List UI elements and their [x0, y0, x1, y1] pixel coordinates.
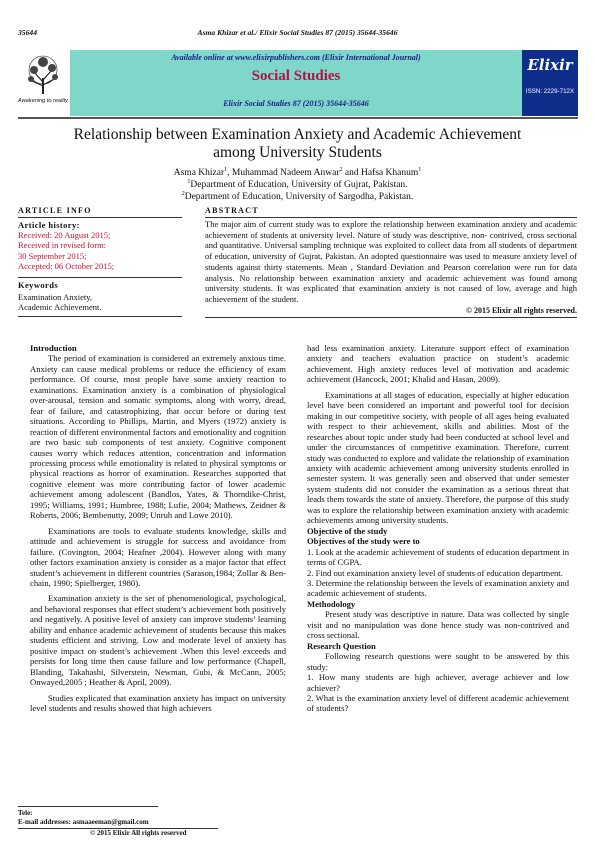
running-header: [18, 28, 577, 42]
keyword-1: Examination Anxiety,: [18, 292, 93, 303]
authors: Asma Khizar$^1$, Muhammad Nadeem Anwar$^2$ and Hafsa Khanum$^1$: [173, 167, 422, 179]
keyword-2: Academic Achievement.: [18, 302, 102, 313]
research-question-heading: Research Question: [307, 640, 376, 651]
paragraph: The period of examination is considered an extremely anxious time. Anxiety can cause medical problems or reduce the efficiency of exam performance. Of course, most people have some anxiety reaction to examinations. Examination anxiety is a combination of physiological over-arousal, tension and somatic symptoms, along with worry, dread, fear of failure, and catastrophizing, that occur before or during test situations. According to Phillips, Martin, and Myers (1972) anxiety is reaction of different environmental factors and emotionality and cognition are two basic sub components of test anxiety. Cognitive component causes worry which reduces attention, concentration and information processing process while emotionality is related to physical symptoms or physical reactions as horror of examination. Researches supported that cognitive element was more contributing factor of lower academic achievement among adolescent (Bandlos, Yates, & Thorndike-Christ, 1995; Williams, 1991; Humbree, 1988; Lufie, 2004; Mathews, Zeidner & Roberts, 2006; Bembenutty, 2009; Unruh and Lowe 2010).: [30, 353, 286, 521]
paragraph: had less examination anxiety. Literature support effect of examination anxiety and teachers evaluation practice on student’s academic achievement. High anxiety reduces level of motivation and academic achievement (Hancock, 2001; Khalid and Hasan, 2009).: [307, 343, 569, 385]
divider: [18, 316, 182, 317]
available-online: Available online at www.elixirpublishers.com (Elixir International Journal): [171, 53, 421, 62]
journal-reference: Elixir Social Studies 87 (2015) 35644-35646: [223, 99, 369, 108]
banner-divider: [18, 117, 578, 119]
elixir-logo-name: Elixir: [527, 56, 573, 74]
received-date: Received: 20 August 2015;: [18, 230, 111, 240]
journal-banner: [70, 50, 522, 116]
running-citation: Asma Khizar et al./ Elixir Social Studies 87 (2015) 35644-35646: [197, 28, 398, 37]
research-question-item: 1. How many students are high achiever, average achiever and low achiever?: [307, 672, 569, 693]
tree-logo-icon: [18, 48, 68, 116]
research-question-item: 2. What is the examination anxiety level of different academic achievement of students?: [307, 692, 569, 714]
footer-email: E-mail addresses: asmaaeeman@gmail.com: [18, 818, 149, 826]
footer-rights: © 2015 Elixir All rights reserved: [90, 829, 187, 837]
objectives-heading: Objectives of the study were to: [307, 536, 420, 547]
accepted-date: Accepted: 06 October 2015;: [18, 260, 115, 271]
paragraph: Present study was descriptive in nature. Data was collected by single visit and no manipulation was done hence study was non-contrived and cross sectional.: [307, 609, 569, 641]
paragraph: Examination anxiety is the set of phenomenological, psychological, and behavioral responses that effect student’s achievement both positively and negatively. A positive level of anxiety can improve students’ learning ability and enhance academic achievement of students because this makes students efficient and striving. Low and moderate level of anxiety has positive impact on student’s achievement .When this level exceeds and persists for long time then cause failure and low performance (Chapell, Blanding, Takahashi, Silverstein, Newman, Gubi, & McCann, 2005; Onwayed,2005 ; Heather & April, 2009).: [30, 593, 286, 688]
methodology-heading: Methodology: [307, 598, 356, 609]
abstract: [205, 206, 577, 318]
intro-heading: Introduction: [30, 343, 77, 353]
paragraph: Studies explicated that examination anxiety has impact on university level students and results showed that high achievers: [30, 692, 286, 713]
objective-heading: Objective of the study: [307, 525, 388, 536]
footnote-rule: [18, 806, 158, 807]
title-line-1: Relationship between Examination Anxiety and Academic Achievement: [73, 126, 522, 143]
journal-title: Social Studies: [251, 68, 341, 84]
divider: [18, 277, 182, 278]
article-info: [18, 206, 182, 317]
revised-label: Received in revised form:: [18, 240, 107, 251]
elixir-logo: [522, 50, 578, 116]
abstract-text: The major aim of current study was to explore the relationship between examination anxiety and academic achievement of students at university level. Nature of study was descriptive, non- contrived, cross sectional and quantitative. Universal sampling technique was exploited to collect data from all students of department of education, university of Gujrat, Pakistan. An adopted questionnaire was used to measure anxiety level of students against thirty statements. Mean , Standard Deviation and Pearson correlation were run for data analysis. No relationship between examination anxiety and academic achievement was found among university students. It was explicated that examination anxiety is not caused of low, average and high achievement of the student.: [205, 219, 577, 304]
keywords-heading: Keywords: [18, 280, 59, 291]
issn-label: ISSN: 2229-712X: [525, 88, 575, 95]
affiliation-2: $^2$Department of Education, University of Sargodha, Pakistan.: [181, 191, 414, 203]
affiliation-1: $^1$Department of Education, University of Gujrat, Pakistan.: [187, 179, 408, 191]
paragraph: Following research questions were sought to be answered by this study:: [307, 651, 569, 672]
article-info-heading: ARTICLE INFO: [18, 206, 92, 215]
history-heading: Article history:: [18, 220, 80, 230]
abstract-heading: ABSTRACT: [205, 206, 259, 215]
page-number: 35644: [18, 28, 37, 37]
divider: [18, 217, 182, 218]
objective-item: 2. Find out examination anxiety level of students of education department.: [307, 567, 563, 578]
body-right-column: [307, 343, 569, 714]
title-line-2: among University Students: [213, 144, 382, 161]
publisher-logo: [18, 48, 68, 116]
revised-date: 30 September 2015;: [18, 250, 87, 261]
divider: [205, 217, 577, 218]
logo-tagline: Awakening to reality: [18, 98, 68, 104]
paragraph: Examinations at all stages of education, especially at higher education level have been considered an important and powerful tool for decision making in our competitive society, with people of all ages being evaluated with respect to their achievement, skills and abilities. Most of the researches about topic under study had been conducted at school level and under the circumstances of competitive examination. Therefore, current study was conducted to explore and validate the relationship of examination anxiety with academic achievement among university students enrolled in semester system. It was generally seen and observed that under semester system students did not consider the examination as a serious threat that leads them towards the state of anxiety. Therefore, the purpose of this study was to explore the relationship between examination anxiety with academic achievements among university students.: [307, 389, 569, 526]
footer-tele: Tele:: [18, 809, 33, 817]
objective-item: 3. Determine the relationship between the levels of examination anxiety and academic achievement of students.: [307, 577, 569, 599]
objective-item: 1. Look at the academic achievement of students of education department in terms of CGPA.: [307, 546, 570, 568]
paragraph: Examinations are tools to evaluate students knowledge, skills and attitude and achievement is struggle for success and avoidance from failure. (Covington, 2004; Heafner ,2004). However along with many other factors examination anxiety is consider as a major factor that effect student’s achievement in different countries (Sarason,1984; Zollar & Ben-chain, 1990; Spielberger, 1980).: [30, 525, 286, 588]
divider: [205, 317, 577, 318]
abstract-rights: © 2015 Elixir all rights reserved.: [465, 305, 577, 315]
body-left-column: [30, 343, 286, 713]
article-title: [30, 126, 565, 162]
